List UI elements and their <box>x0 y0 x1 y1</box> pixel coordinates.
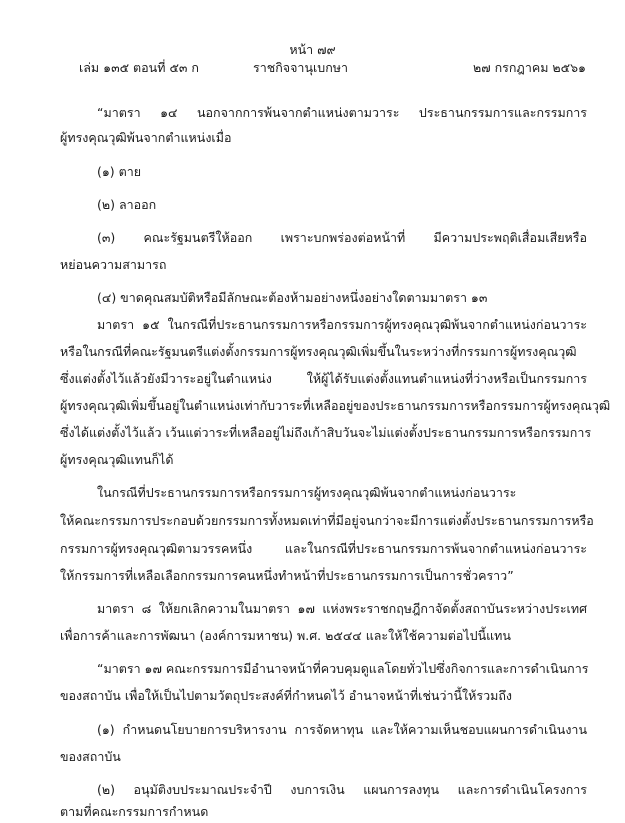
body-line: ให้คณะกรรมการประกอบด้วยกรรมการทั้งหมดเท่าที่มีอยู่จนกว่าจะมีการแต่งตั้งประธานกรรมการหรือ <box>60 513 594 528</box>
publication-date: ๒๗ กรกฎาคม ๒๕๖๑ <box>472 60 586 75</box>
body-line: ให้กรรมการที่เหลือเลือกกรรมการคนหนึ่งทำหน้าที่ประธานกรรมการเป็นการชั่วคราว” <box>60 568 514 583</box>
body-line: มาตรา ๑๕ ในกรณีที่ประธานกรรมการหรือกรรมการผู้ทรงคุณวุฒิพ้นจากตำแหน่งก่อนวาระ <box>97 317 587 332</box>
gazette-title: ราชกิจจานุเบกษา <box>253 60 349 75</box>
body-line: มาตรา ๘ ให้ยกเลิกความในมาตรา ๑๗ แห่งพระราชกฤษฎีกาจัดตั้งสถาบันระหว่างประเทศ <box>97 601 587 616</box>
page-number: หน้า ๗๙ <box>289 42 336 57</box>
body-line: ผู้ทรงคุณวุฒิแทนก็ได้ <box>60 452 174 467</box>
body-line: ของสถาบัน เพื่อให้เป็นไปตามวัตถุประสงค์ที่กำหนดไว้ อำนาจหน้าที่เช่นว่านี้ให้รวมถึง <box>60 688 513 703</box>
body-line: ตามที่คณะกรรมการกำหนด <box>60 804 209 819</box>
body-line: (๑) ตาย <box>97 164 142 179</box>
body-line: “มาตรา ๑๗ คณะกรรมการมีอำนาจหน้าที่ควบคุมดูแลโดยทั่วไปซึ่งกิจการและการดำเนินการ <box>97 661 589 676</box>
volume-issue: เล่ม ๑๓๕ ตอนที่ ๕๓ ก <box>79 60 199 75</box>
body-line: ซึ่งแต่งตั้งไว้แล้วยังมีวาระอยู่ในตำแหน่ง ให้ผู้ได้รับแต่งตั้งแทนตำแหน่งที่ว่างหรือเป็นกรรมการ <box>60 371 587 386</box>
page-header <box>0 0 625 80</box>
body-line: ซึ่งได้แต่งตั้งไว้แล้ว เว้นแต่วาระที่เหลืออยู่ไม่ถึงเก้าสิบวันจะไม่แต่งตั้งประธานกรรมการหรือกรรมการ <box>60 425 592 440</box>
body-line: (๓) คณะรัฐมนตรีให้ออก เพราะบกพร่องต่อหน้าที่ มีความประพฤติเสื่อมเสียหรือ <box>97 230 587 245</box>
body-line: ผู้ทรงคุณวุฒิพ้นจากตำแหน่งเมื่อ <box>60 130 232 145</box>
body-line: หย่อนความสามารถ <box>60 257 167 272</box>
body-line: หรือในกรณีที่คณะรัฐมนตรีแต่งตั้งกรรมการผู้ทรงคุณวุฒิเพิ่มขึ้นในระหว่างที่กรรมการผู้ทรงคุณวุฒิ <box>60 344 577 359</box>
body-line: (๔) ขาดคุณสมบัติหรือมีลักษณะต้องห้ามอย่างหนึ่งอย่างใดตามมาตรา ๑๓ <box>97 290 488 305</box>
body-line: (๒) อนุมัติงบประมาณประจำปี งบการเงิน แผนการลงทุน และการดำเนินโครงการ <box>97 782 587 797</box>
body-line: เพื่อการค้าและการพัฒนา (องค์การมหาชน) พ.ศ. ๒๕๔๔ และให้ใช้ความต่อไปนี้แทน <box>60 628 511 643</box>
body-line: “มาตรา ๑๔ นอกจากการพ้นจากตำแหน่งตามวาระ ประธานกรรมการและกรรมการ <box>97 105 587 120</box>
body-line: ของสถาบัน <box>60 749 121 764</box>
body-line: (๒) ลาออก <box>97 197 157 212</box>
body-line: กรรมการผู้ทรงคุณวุฒิตามวรรคหนึ่ง และในกรณีที่ประธานกรรมการพ้นจากตำแหน่งก่อนวาระ <box>60 541 587 556</box>
body-line: ในกรณีที่ประธานกรรมการหรือกรรมการผู้ทรงคุณวุฒิพ้นจากตำแหน่งก่อนวาระ <box>97 485 517 500</box>
body-line: (๑) กำหนดนโยบายการบริหารงาน การจัดหาทุน และให้ความเห็นชอบแผนการดำเนินงาน <box>97 722 587 737</box>
body-line: ผู้ทรงคุณวุฒิเพิ่มขึ้นอยู่ในตำแหน่งเท่ากับวาระที่เหลืออยู่ของประธานกรรมการหรือกรรมการผู้ทรงคุณวุฒิ <box>60 398 611 413</box>
